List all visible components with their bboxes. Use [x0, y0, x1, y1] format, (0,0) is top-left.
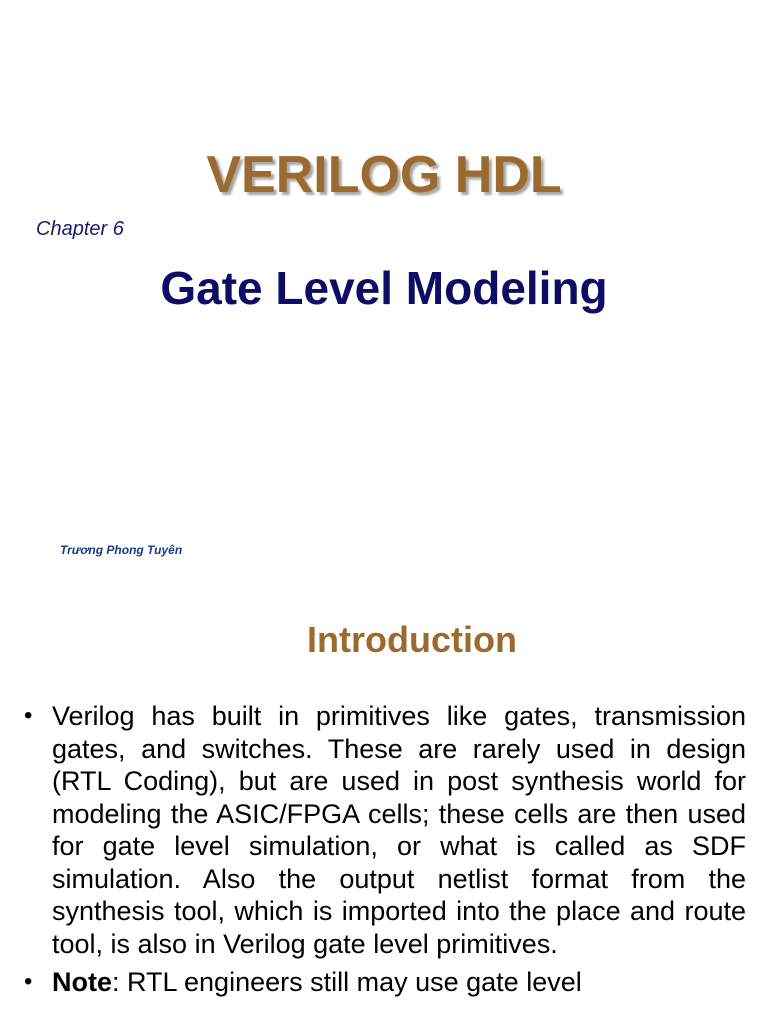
bullet-icon: •	[24, 968, 33, 995]
introduction-slide	[0, 590, 768, 1024]
bullet-text: Verilog has built in primitives like gates, transmission gates, and switches. These are rarely used in design (RTL Coding), but are used in post synthesis world for modeling the ASIC/FPGA cells; these cells are then used for gate level simulation, or what is called as SDF simulation. Also the output netlist format from the synthesis tool, which is imported into the place and route tool, is also in Verilog gate level primitives.	[52, 701, 746, 959]
section-title: Introduction	[307, 619, 517, 660]
bullet-list	[24, 700, 746, 1005]
bullet-icon: •	[24, 702, 33, 729]
main-title: VERILOG HDL	[206, 146, 562, 204]
bullet-item-2	[24, 966, 746, 999]
note-label: Note	[52, 967, 112, 997]
bullet-item-1	[24, 700, 746, 960]
chapter-label: Chapter 6	[36, 218, 124, 240]
slide-subtitle: Gate Level Modeling	[160, 262, 608, 314]
bullet-text: : RTL engineers still may use gate level	[112, 967, 582, 997]
author-name: Trương Phong Tuyên	[60, 543, 183, 557]
